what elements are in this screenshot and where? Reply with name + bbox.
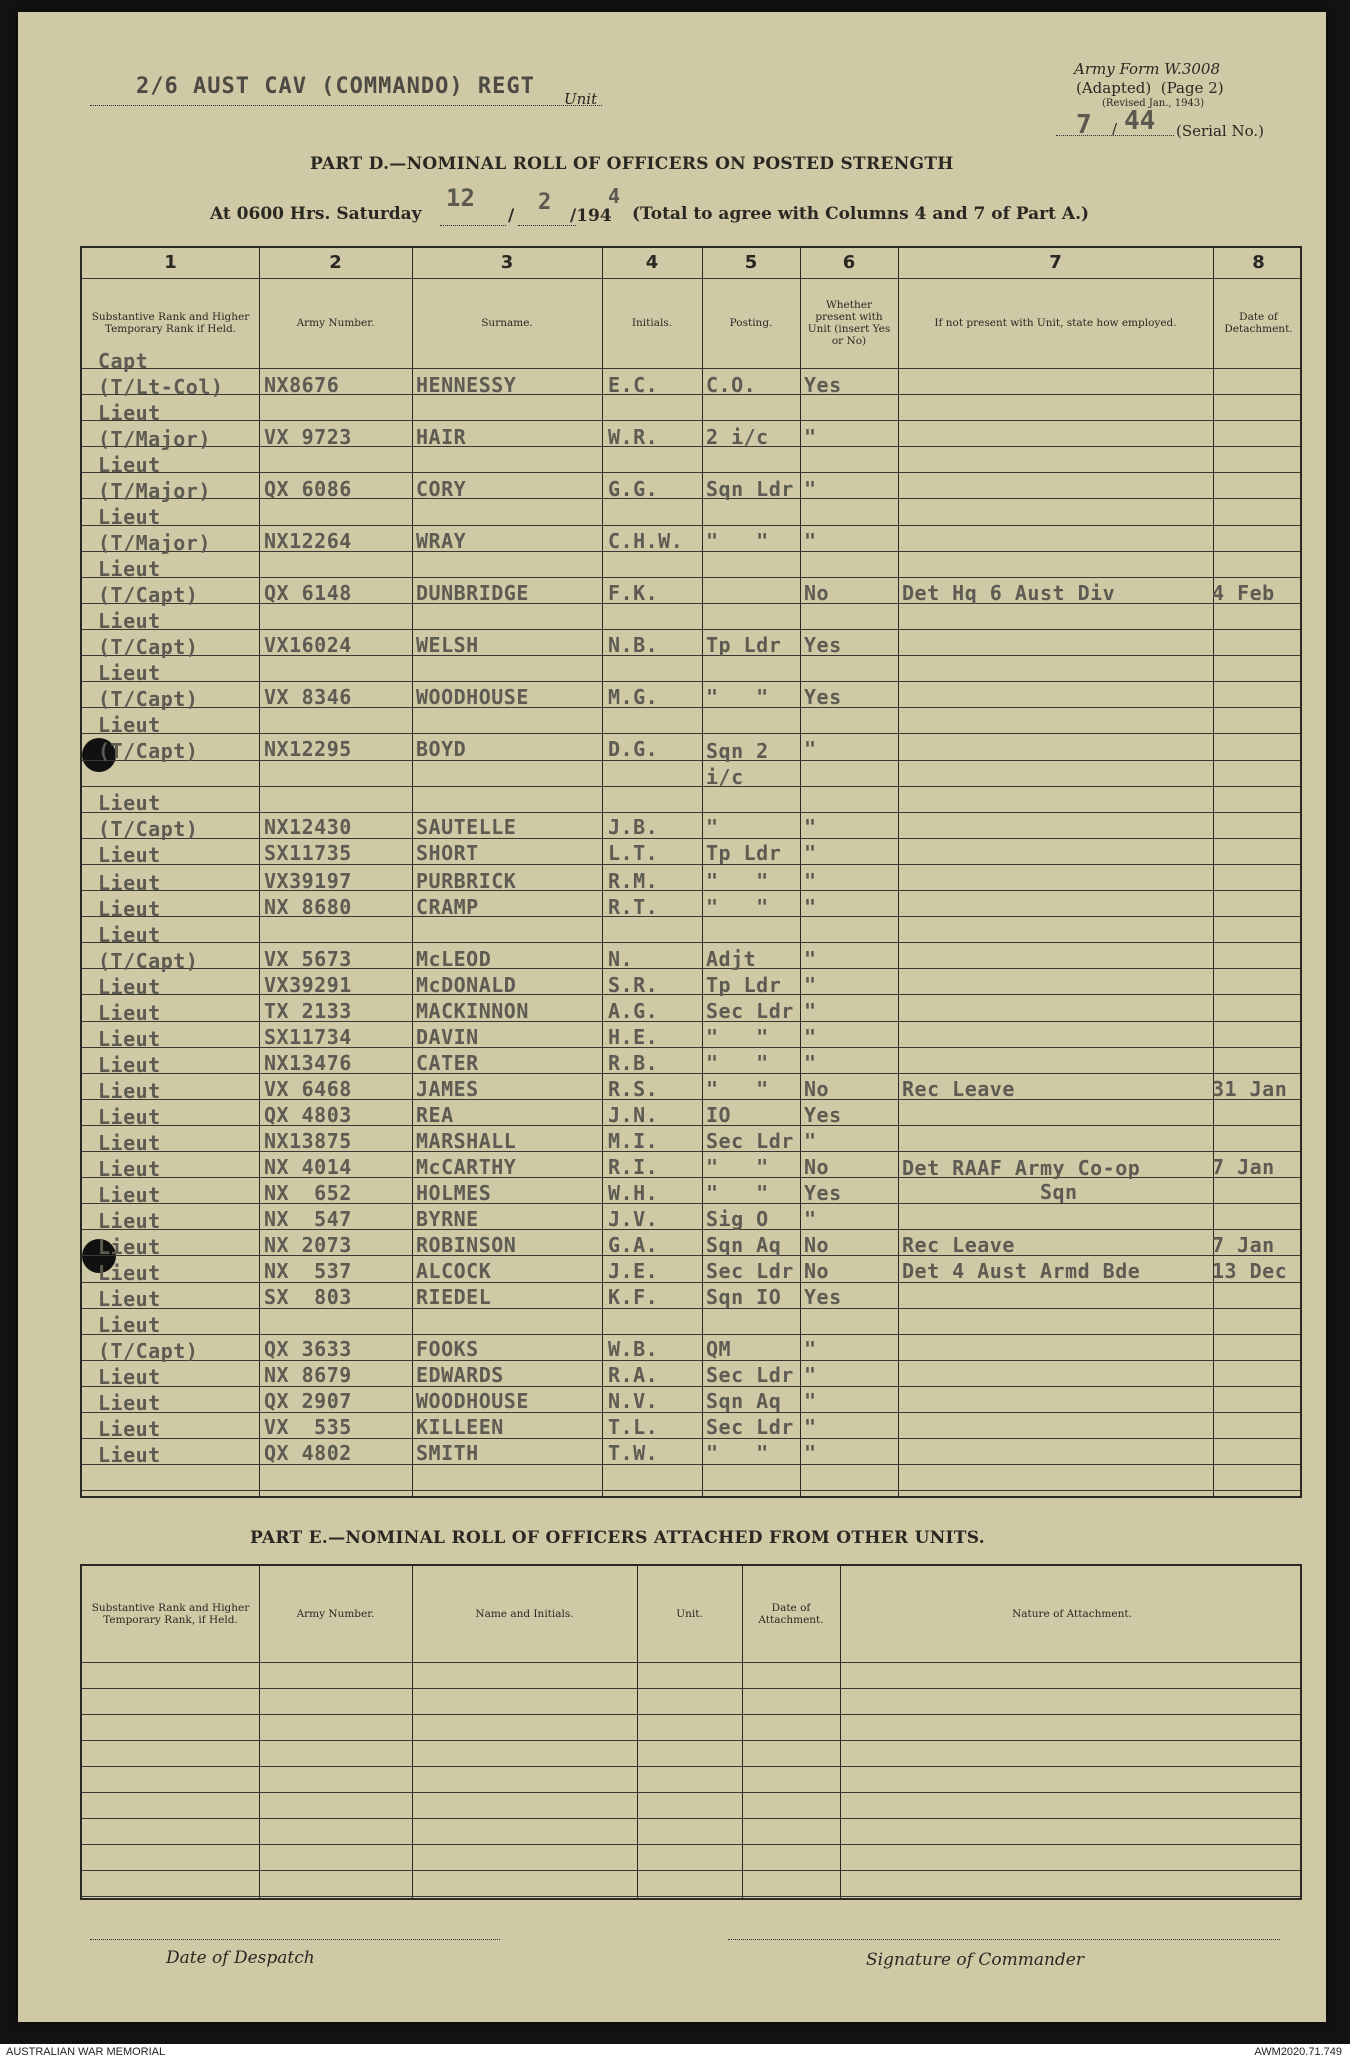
ruled-line <box>82 1818 1300 1819</box>
row-number: QX 4802 <box>264 1441 352 1465</box>
row-present: " <box>804 1441 817 1465</box>
part-d-title: PART D.—NOMINAL ROLL OF OFFICERS ON POSTED STRENGTH <box>310 154 954 174</box>
row-surname: RIEDEL <box>416 1285 492 1309</box>
row-surname: CORY <box>416 477 467 501</box>
column-header: Unit. <box>676 1608 703 1620</box>
row-surname: KILLEEN <box>416 1415 504 1439</box>
year-digit: 4 <box>608 184 621 208</box>
row-surname: WELSH <box>416 633 479 657</box>
row-number: NX13476 <box>264 1051 352 1075</box>
row-number: QX 6086 <box>264 477 352 501</box>
row-rank: Lieut (T/Capt) <box>98 609 199 659</box>
row-posting: 2 i/c <box>706 425 769 449</box>
row-initials: J.V. <box>608 1207 659 1231</box>
row-present: " <box>804 477 817 501</box>
row-present: " <box>804 1415 817 1439</box>
row-posting: " " <box>706 1077 769 1101</box>
column-divider <box>412 1566 413 1898</box>
row-present: " <box>804 425 817 449</box>
row-rank: Lieut <box>98 1417 161 1441</box>
row-rank: Lieut <box>98 1157 161 1181</box>
ruled-line <box>82 1688 1300 1689</box>
row-posting: " " <box>706 529 769 553</box>
row-rank: Lieut <box>98 843 161 867</box>
row-surname: DUNBRIDGE <box>416 581 529 605</box>
ruled-line <box>82 1714 1300 1715</box>
row-rank: Lieut <box>98 897 161 921</box>
ruled-line <box>82 1334 1300 1335</box>
row-initials: D.G. <box>608 737 659 761</box>
row-posting: Tp Ldr <box>706 633 782 657</box>
row-surname: HENNESSY <box>416 373 517 397</box>
row-initials: H.E. <box>608 1025 659 1049</box>
ruled-line <box>82 1870 1300 1871</box>
form-revised: (Revised Jan., 1943) <box>1102 98 1205 109</box>
row-surname: SAUTELLE <box>416 815 517 839</box>
row-rank: Lieut (T/Capt) <box>98 661 199 711</box>
row-posting: " <box>706 815 719 839</box>
row-number: NX 652 <box>264 1181 352 1205</box>
day-slash: / <box>508 206 515 226</box>
row-posting: Sec Ldr <box>706 1129 794 1153</box>
row-employed: Rec Leave <box>902 1077 1015 1101</box>
row-number: VX 5673 <box>264 947 352 971</box>
row-initials: G.A. <box>608 1233 659 1257</box>
column-header: If not present with Unit, state how employed. <box>934 317 1177 329</box>
row-number: NX 8679 <box>264 1363 352 1387</box>
ruled-line <box>82 786 1300 787</box>
row-rank: Lieut <box>98 975 161 999</box>
row-date: 31 Jan <box>1212 1077 1288 1101</box>
row-present: Yes <box>804 1285 842 1309</box>
row-rank: Lieut <box>98 1079 161 1103</box>
column-number: 5 <box>744 252 758 273</box>
row-present: " <box>804 1363 817 1387</box>
row-rank: Lieut <box>98 1027 161 1051</box>
ruled-line <box>82 1766 1300 1767</box>
row-present: Yes <box>804 1103 842 1127</box>
row-posting: " " <box>706 1025 769 1049</box>
row-number: SX11735 <box>264 841 352 865</box>
ruled-line <box>82 733 1300 734</box>
row-number: NX 8680 <box>264 895 352 919</box>
row-surname: ROBINSON <box>416 1233 517 1257</box>
column-number: 8 <box>1252 252 1265 273</box>
header-divider <box>82 1662 1300 1663</box>
row-surname: HAIR <box>416 425 467 449</box>
row-initials: S.R. <box>608 973 659 997</box>
ruled-line <box>82 472 1300 473</box>
row-initials: T.L. <box>608 1415 659 1439</box>
row-initials: J.N. <box>608 1103 659 1127</box>
form-adapted: (Adapted) (Page 2) <box>1076 79 1224 97</box>
row-initials: K.F. <box>608 1285 659 1309</box>
row-number: VX 9723 <box>264 425 352 449</box>
unit-typed: 2/6 AUST CAV (COMMANDO) REGT <box>136 74 535 99</box>
row-initials: E.C. <box>608 373 659 397</box>
column-divider <box>259 1566 260 1898</box>
ruled-line <box>82 577 1300 578</box>
row-present: No <box>804 581 830 605</box>
row-initials: J.B. <box>608 815 659 839</box>
despatch-line <box>90 1938 500 1940</box>
row-surname: BOYD <box>416 737 467 761</box>
unit-label: Unit <box>564 90 598 108</box>
day-line <box>440 224 506 226</box>
row-posting: " " <box>706 1155 769 1179</box>
row-present: " <box>804 999 817 1023</box>
row-date: 7 Jan <box>1212 1155 1275 1179</box>
row-present: No <box>804 1155 830 1179</box>
row-present: " <box>804 529 817 553</box>
form-number: Army Form W.3008 <box>1074 60 1220 78</box>
day-value: 12 <box>446 184 475 212</box>
row-posting: IO <box>706 1103 732 1127</box>
row-present: Yes <box>804 633 842 657</box>
row-number: NX 2073 <box>264 1233 352 1257</box>
ruled-line <box>82 1490 1300 1491</box>
row-surname: PURBRICK <box>416 869 517 893</box>
column-header: Substantive Rank and Higher Temporary Rank if Held. <box>91 311 250 335</box>
row-number: VX 535 <box>264 1415 352 1439</box>
row-present: " <box>804 1337 817 1361</box>
row-number: QX 2907 <box>264 1389 352 1413</box>
row-rank: Lieut <box>98 1001 161 1025</box>
serial-label: (Serial No.) <box>1176 122 1264 140</box>
row-posting: Sqn Aq <box>706 1233 782 1257</box>
row-number: NX 4014 <box>264 1155 352 1179</box>
row-surname: WOODHOUSE <box>416 685 529 709</box>
row-initials: A.G. <box>608 999 659 1023</box>
row-surname: HOLMES <box>416 1181 492 1205</box>
row-number: SX11734 <box>264 1025 352 1049</box>
ruled-line <box>82 1792 1300 1793</box>
row-rank: Lieut <box>98 1391 161 1415</box>
row-posting: Sec Ldr <box>706 1363 794 1387</box>
row-present: " <box>804 1025 817 1049</box>
row-rank: Capt (T/Lt-Col) <box>98 349 224 399</box>
ruled-line <box>82 681 1300 682</box>
column-divider <box>637 1566 638 1898</box>
row-posting: Tp Ldr <box>706 973 782 997</box>
row-surname: CRAMP <box>416 895 479 919</box>
column-header: Posting. <box>729 317 773 329</box>
row-initials: R.I. <box>608 1155 659 1179</box>
row-present: " <box>804 869 817 893</box>
row-posting: Adjt <box>706 947 757 971</box>
column-number-divider <box>82 278 1300 279</box>
column-header: Date of Attachment. <box>758 1602 824 1626</box>
row-number: VX 6468 <box>264 1077 352 1101</box>
row-surname: ALCOCK <box>416 1259 492 1283</box>
row-posting: " " <box>706 685 769 709</box>
row-posting: Tp Ldr <box>706 841 782 865</box>
row-initials: R.M. <box>608 869 659 893</box>
row-present: " <box>804 1207 817 1231</box>
row-present: Yes <box>804 685 842 709</box>
column-number: 3 <box>500 252 514 273</box>
column-header: Whether present with Unit (insert Yes or No) <box>807 299 891 347</box>
row-number: QX 6148 <box>264 581 352 605</box>
row-initials: N.B. <box>608 633 659 657</box>
row-surname: McDONALD <box>416 973 517 997</box>
column-header: Army Number. <box>296 1608 375 1620</box>
month-line <box>518 224 576 226</box>
ruled-line <box>82 420 1300 421</box>
row-initials: R.S. <box>608 1077 659 1101</box>
row-present: " <box>804 841 817 865</box>
row-initials: M.I. <box>608 1129 659 1153</box>
column-divider <box>840 1566 841 1898</box>
row-surname: McCARTHY <box>416 1155 517 1179</box>
month-value: 2 <box>538 190 552 215</box>
row-surname: SHORT <box>416 841 479 865</box>
row-rank: Lieut (T/Capt) <box>98 791 199 841</box>
row-date: 7 Jan <box>1212 1233 1275 1257</box>
row-number: VX39197 <box>264 869 352 893</box>
row-posting: " " <box>706 895 769 919</box>
row-rank: Lieut <box>98 1131 161 1155</box>
row-posting: Sec Ldr <box>706 999 794 1023</box>
row-posting: Sqn Ldr <box>706 477 794 501</box>
row-number: NX8676 <box>264 373 340 397</box>
column-header: Substantive Rank and Higher Temporary Rank, if Held. <box>91 1602 250 1626</box>
signature-label: Signature of Commander <box>866 1950 1084 1970</box>
row-initials: J.E. <box>608 1259 659 1283</box>
row-posting: Sqn IO <box>706 1285 782 1309</box>
row-posting: Sec Ldr <box>706 1415 794 1439</box>
row-rank: Lieut <box>98 1183 161 1207</box>
ruled-line <box>82 1740 1300 1741</box>
row-surname: SMITH <box>416 1441 479 1465</box>
row-rank: Lieut <box>98 1443 161 1467</box>
serial-left: 7 <box>1076 110 1092 140</box>
signature-line <box>728 1938 1280 1940</box>
column-header: Army Number. <box>296 317 375 329</box>
row-present: " <box>804 1129 817 1153</box>
ruled-line <box>82 629 1300 630</box>
row-employed: Det Hq 6 Aust Div <box>902 581 1116 605</box>
row-initials: C.H.W. <box>608 529 684 553</box>
archive-footer <box>0 2044 1350 2061</box>
form-sheet <box>18 12 1326 2022</box>
row-initials: M.G. <box>608 685 659 709</box>
row-present: No <box>804 1233 830 1257</box>
row-posting: C.O. <box>706 373 757 397</box>
serial-slash: / <box>1112 120 1118 138</box>
column-header: Name and Initials. <box>475 1608 574 1620</box>
row-rank: Lieut (T/Major) <box>98 453 211 503</box>
archive-credit: AUSTRALIAN WAR MEMORIAL <box>6 2046 166 2058</box>
column-header: Date of Detachment. <box>1224 311 1293 335</box>
row-posting: QM <box>706 1337 732 1361</box>
row-surname: BYRNE <box>416 1207 479 1231</box>
row-surname: DAVIN <box>416 1025 479 1049</box>
row-number: VX39291 <box>264 973 352 997</box>
row-initials: L.T. <box>608 841 659 865</box>
row-rank: Lieut (T/Capt) <box>98 713 199 763</box>
row-present: " <box>804 947 817 971</box>
column-header: Initials. <box>631 317 673 329</box>
row-employed: Det 4 Aust Armd Bde <box>902 1259 1141 1283</box>
row-initials: W.B. <box>608 1337 659 1361</box>
ruled-line <box>82 525 1300 526</box>
row-number: QX 4803 <box>264 1103 352 1127</box>
row-initials: G.G. <box>608 477 659 501</box>
row-number: VX16024 <box>264 633 352 657</box>
row-present: " <box>804 973 817 997</box>
row-surname: FOOKS <box>416 1337 479 1361</box>
row-posting: Sec Ldr <box>706 1259 794 1283</box>
serial-right: 44 <box>1124 106 1156 136</box>
row-posting: " " <box>706 869 769 893</box>
row-surname: WOODHOUSE <box>416 1389 529 1413</box>
column-number: 6 <box>842 252 856 273</box>
column-number: 1 <box>164 252 177 273</box>
row-surname: McLEOD <box>416 947 492 971</box>
row-number: NX 537 <box>264 1259 352 1283</box>
column-header: Surname. <box>481 317 533 329</box>
column-number: 2 <box>329 252 342 273</box>
row-date: 13 Dec <box>1212 1259 1288 1283</box>
row-employed: Rec Leave <box>902 1233 1015 1257</box>
row-initials: R.B. <box>608 1051 659 1075</box>
row-rank: Lieut <box>98 1209 161 1233</box>
row-present: " <box>804 1389 817 1413</box>
row-posting: Sqn 2 i/c <box>706 739 769 789</box>
row-surname: REA <box>416 1103 454 1127</box>
row-posting: " " <box>706 1051 769 1075</box>
column-number: 7 <box>1049 252 1062 273</box>
row-rank: Lieut (T/Capt) <box>98 923 199 973</box>
row-number: NX12264 <box>264 529 352 553</box>
header-divider <box>82 368 1300 369</box>
row-rank: Lieut <box>98 1261 161 1285</box>
row-surname: WRAY <box>416 529 467 553</box>
part-e-title: PART E.—NOMINAL ROLL OF OFFICERS ATTACHED FROM OTHER UNITS. <box>250 1528 985 1548</box>
row-present: " <box>804 737 817 761</box>
as-at-prefix: At 0600 Hrs. Saturday <box>210 204 422 224</box>
row-present: Yes <box>804 1181 842 1205</box>
row-number: NX 547 <box>264 1207 352 1231</box>
row-number: NX12430 <box>264 815 352 839</box>
row-posting: " " <box>706 1441 769 1465</box>
row-present: No <box>804 1077 830 1101</box>
ruled-line <box>82 1896 1300 1897</box>
unit-line <box>90 104 602 106</box>
row-posting: Sqn Aq <box>706 1389 782 1413</box>
ruled-line <box>82 812 1300 813</box>
total-note: (Total to agree with Columns 4 and 7 of Part A.) <box>632 204 1090 224</box>
row-posting: " " <box>706 1181 769 1205</box>
row-surname: EDWARDS <box>416 1363 504 1387</box>
row-initials: T.W. <box>608 1441 659 1465</box>
ruled-line <box>82 942 1300 943</box>
row-number: TX 2133 <box>264 999 352 1023</box>
column-header: Nature of Attachment. <box>1012 1608 1132 1620</box>
row-present: " <box>804 895 817 919</box>
row-initials: R.T. <box>608 895 659 919</box>
row-rank: Lieut <box>98 1235 161 1259</box>
row-rank: Lieut <box>98 871 161 895</box>
row-surname: MACKINNON <box>416 999 529 1023</box>
column-number: 4 <box>645 252 659 273</box>
row-initials: N.V. <box>608 1389 659 1413</box>
ruled-line <box>82 1844 1300 1845</box>
row-initials: W.H. <box>608 1181 659 1205</box>
row-initials: N. <box>608 947 634 971</box>
row-surname: MARSHALL <box>416 1129 517 1153</box>
year-prefix: /194 <box>570 206 612 226</box>
row-rank: Lieut (T/Major) <box>98 505 211 555</box>
row-posting: Sig O <box>706 1207 769 1231</box>
row-rank: Lieut <box>98 1287 161 1311</box>
row-present: " <box>804 815 817 839</box>
row-initials: W.R. <box>608 425 659 449</box>
row-number: QX 3633 <box>264 1337 352 1361</box>
row-rank: Lieut (T/Capt) <box>98 557 199 607</box>
row-rank: Lieut <box>98 1365 161 1389</box>
row-present: No <box>804 1259 830 1283</box>
row-number: NX12295 <box>264 737 352 761</box>
row-rank: Lieut (T/Major) <box>98 401 211 451</box>
row-initials: R.A. <box>608 1363 659 1387</box>
row-surname: JAMES <box>416 1077 479 1101</box>
row-date: 4 Feb <box>1212 581 1275 605</box>
row-surname: CATER <box>416 1051 479 1075</box>
row-number: VX 8346 <box>264 685 352 709</box>
row-initials: F.K. <box>608 581 659 605</box>
row-number: NX13875 <box>264 1129 352 1153</box>
archive-reference: AWM2020.71.749 <box>1254 2046 1342 2058</box>
part-e-table <box>80 1564 1302 1900</box>
row-number: SX 803 <box>264 1285 352 1309</box>
despatch-label: Date of Despatch <box>166 1948 315 1968</box>
column-divider <box>742 1566 743 1898</box>
row-rank: Lieut (T/Capt) <box>98 1313 199 1363</box>
row-rank: Lieut <box>98 1053 161 1077</box>
row-present: " <box>804 1051 817 1075</box>
row-employed: Det RAAF Army Co-op Sqn <box>902 1156 1141 1204</box>
row-present: Yes <box>804 373 842 397</box>
row-rank: Lieut <box>98 1105 161 1129</box>
